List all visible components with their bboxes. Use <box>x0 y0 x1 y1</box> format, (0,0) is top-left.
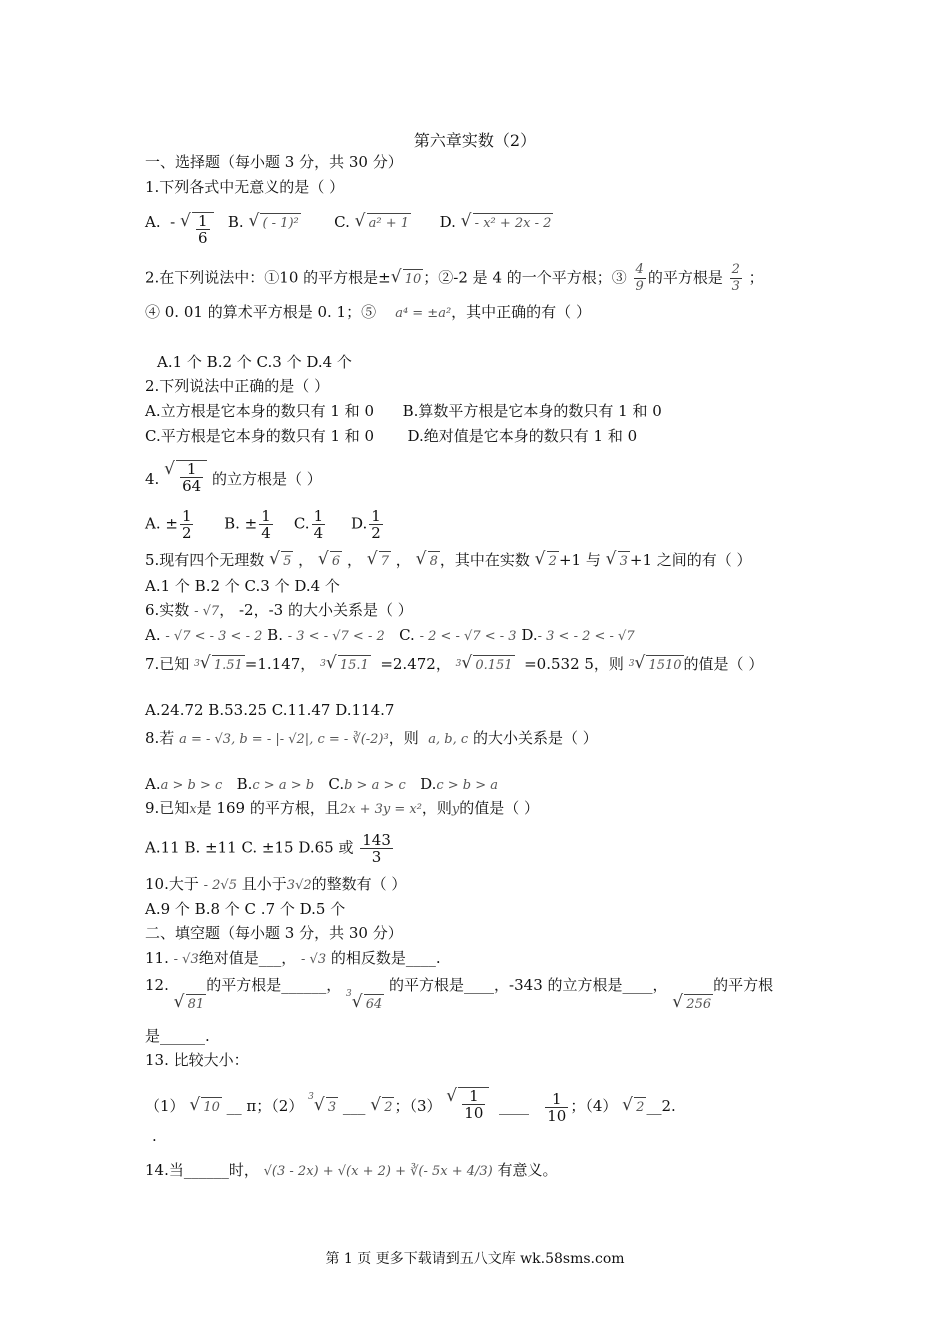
math-expr: √ 15.1 <box>326 654 371 676</box>
math-expr: √ 2 <box>622 1096 646 1118</box>
text: 的平方根是____，-343 的立方根是____， <box>389 976 668 994</box>
text: 的平方根 <box>713 976 774 994</box>
fraction: $\frac{4}{9}$ <box>635 262 644 294</box>
fraction: $\frac{1}{2}$ <box>371 507 381 542</box>
text: ；（4） <box>570 1097 618 1115</box>
math-expr: √ 8 <box>416 550 440 572</box>
text: ，则 <box>388 729 419 747</box>
question-9-options <box>145 832 395 865</box>
text: 的相反数是____. <box>330 949 441 967</box>
text: 有意义。 <box>497 1161 558 1179</box>
section-heading: 一、选择题（每小题 3 分，共 30 分） <box>145 153 403 171</box>
math-expr: √ 64 <box>352 993 385 1015</box>
math-var: y <box>451 802 460 817</box>
math-expr: - 3 < - 2 < - √7 <box>537 629 635 644</box>
math-expr: √ 1510 <box>634 654 683 676</box>
math-expr: √ 2 <box>370 1096 394 1118</box>
question-3-row1 <box>145 401 662 421</box>
page-title: 第六章实数（2） <box>413 131 537 150</box>
text: 8.若 <box>145 729 175 747</box>
math-expr: a, b, c <box>428 732 469 747</box>
text: 是 169 的平方根，且 <box>196 799 340 817</box>
question-3: 2.下列说法中正确的是（ ） <box>145 377 330 395</box>
text: 9.已知 <box>145 799 190 817</box>
option-label: D. <box>521 626 538 644</box>
option-label: A. <box>145 626 161 644</box>
section-heading-2: 二、填空题（每小题 3 分，共 30 分） <box>145 924 403 942</box>
math-expr: - 2√5 <box>203 878 237 893</box>
math-expr: a > b > c <box>160 778 223 793</box>
question-7-options: A.24.72 B.53.25 C.11.47 D.114.7 <box>145 701 395 719</box>
question-2: 2.在下列说法中：①10 的平方根是±√ 10 ；②-2 是 4 的一个平方根；③ $\frac{4}{9}$ 的平方根是 $\frac{2}{3}$ ； <box>145 262 764 295</box>
option-label: D. <box>420 775 437 793</box>
math-expr: - √3 <box>301 952 327 967</box>
question-2-options: A.1 个 B.2 个 C.3 个 D.4 个 <box>157 353 352 371</box>
option-label: A. <box>145 775 161 793</box>
text: ，其中正确的有（ ） <box>451 303 591 321</box>
math-expr: c > a > b <box>252 778 315 793</box>
math-expr: √ 1.51 <box>200 654 245 676</box>
fraction: $\frac{1}{4}$ <box>261 507 271 542</box>
text: 6.实数 <box>145 601 190 619</box>
option-label: D. <box>350 514 368 533</box>
question-6 <box>145 600 413 622</box>
option-label: B. <box>227 213 244 231</box>
question-3-row2 <box>145 426 637 446</box>
text: ；（3） <box>394 1097 442 1115</box>
math-expr: c > b > a <box>436 778 499 793</box>
text: +1 与 <box>558 551 601 569</box>
text: 2.在下列说法中：①10 的平方根是± <box>145 268 391 287</box>
text: __ π；（2） <box>226 1097 304 1115</box>
question-10-options: A.9 个 B.8 个 C .7 个 D.5 个 <box>145 900 346 918</box>
text: （1） <box>145 1097 185 1115</box>
text: 的平方根是 <box>647 268 723 287</box>
math-var: x <box>189 802 197 817</box>
text: 的值是（ ） <box>459 799 540 817</box>
text: ____ <box>498 1097 529 1115</box>
question-1: 1.下列各式中无意义的是（ ） <box>145 178 345 196</box>
math-expr: √ 6 <box>318 550 342 572</box>
question-5: 5.现有四个无理数 √ 5 ， √ 6 ， √ 7 ， √ 8 ，其中在实数 √ 2 +1 与 √ 3 +1 之间的有（ ） <box>145 550 752 572</box>
option-label: C. <box>334 213 350 231</box>
math-expr: √ 3 <box>314 1096 338 1118</box>
question-9 <box>145 798 539 820</box>
text: ；②-2 是 4 的一个平方根；③ <box>423 268 627 287</box>
text: =0.532 5，则 <box>524 655 624 673</box>
question-12-cont: 是______. <box>145 1027 210 1045</box>
text: 绝对值是___， <box>198 949 297 967</box>
option-label: C. <box>399 626 415 644</box>
option: B.算数平方根是它本身的数只有 1 和 0 <box>402 402 662 420</box>
question-11 <box>145 948 441 970</box>
math-expr: √ $\frac{1}{64}$ <box>164 460 207 500</box>
math-expr: √ 2 <box>535 550 559 572</box>
math-expr: √ a² + 1 <box>355 212 411 234</box>
math-expr: √ 10 <box>391 268 424 290</box>
math-expr: b > a > c <box>344 778 406 793</box>
question-1-options <box>145 212 553 247</box>
question-4 <box>145 460 322 500</box>
math-expr: √ 0.151 <box>461 654 514 676</box>
math-expr: √ 7 <box>367 550 391 572</box>
math-expr: √ 10 <box>189 1096 222 1118</box>
question-10 <box>145 874 406 896</box>
text: =1.147， <box>244 655 316 673</box>
question-2-cont <box>145 302 591 324</box>
text: 14.当______时， <box>145 1161 259 1179</box>
text: ④ 0. 01 的算术平方根是 0. 1；⑤ <box>145 303 377 321</box>
question-12: 12. √ 81的平方根是______， $_3$√ 64 的平方根是____，-343 的立方根是____， √ 256的平方根 <box>145 975 773 1015</box>
text: +1 之间的有（ ） <box>629 551 752 569</box>
math-expr: √ 81 <box>174 993 207 1015</box>
text: 12. <box>145 976 169 994</box>
math-expr: - 3 < - √7 < - 2 <box>287 629 385 644</box>
question-7: 7.已知 $^3$√ 1.51 =1.147， $^3$√ 15.1 =2.472， $^3$√ 0.151 =0.532 5，则 $^3$√ 1510 的值是（ ） <box>145 654 763 676</box>
text: 11. <box>145 949 169 967</box>
text: 的整数有（ ） <box>311 875 407 893</box>
fraction: $\frac{1}{4}$ <box>313 507 324 542</box>
option-label: B. <box>236 775 253 793</box>
text: 5.现有四个无理数 <box>145 551 265 569</box>
math-expr: - √ $\frac{1}{6}$ <box>165 213 213 231</box>
question-5-options: A.1 个 B.2 个 C.3 个 D.4 个 <box>145 577 340 595</box>
fraction: $\frac{1}{2}$ <box>181 507 192 542</box>
option-label: C. <box>293 514 310 533</box>
question-6-options <box>145 625 635 647</box>
question-8 <box>145 728 598 750</box>
text: 的大小关系是（ ） <box>472 729 598 747</box>
text: 的值是（ ） <box>683 655 764 673</box>
text: ，其中在实数 <box>439 551 530 569</box>
text: 4. <box>145 470 160 488</box>
math-expr: √ ( - 1)² <box>248 212 300 234</box>
text: A.11 B. ±11 C. ±15 D.65 或 <box>145 838 354 857</box>
option-label: D. <box>439 213 456 231</box>
text: 的立方根是（ ） <box>211 470 322 488</box>
text: =2.472， <box>380 655 451 673</box>
math-expr: √ - x² + 2x - 2 <box>461 212 554 234</box>
page-footer: 第 1 页 更多下载请到五八文库 wk.58sms.com <box>325 1251 625 1267</box>
math-expr: √ 256 <box>672 993 713 1015</box>
math-expr: a = - √3, b = - |- √2|, c = - ∛(-2)³ <box>179 732 389 747</box>
math-expr: 2x + 3y = x² <box>339 802 422 817</box>
question-13: 13. 比较大小： <box>145 1051 249 1069</box>
option: D.绝对值是它本身的数只有 1 和 0 <box>407 427 638 445</box>
option-label: A. <box>145 213 161 231</box>
text: __2. <box>646 1097 676 1115</box>
question-4-options <box>145 508 385 541</box>
text: 的平方根是______， <box>206 976 342 994</box>
text: ___ <box>342 1097 366 1115</box>
math-expr: √(3 - 2x) + √(x + 2) + ∛(- 5x + 4/3) <box>263 1164 493 1179</box>
text: ， -2，-3 的大小关系是（ ） <box>219 601 413 619</box>
question-8-options <box>145 774 498 796</box>
text: ，则 <box>421 799 452 817</box>
option: C.平方根是它本身的数只有 1 和 0 <box>145 427 375 445</box>
math-expr: √ 3 <box>606 550 630 572</box>
option-label: C. <box>328 775 345 793</box>
math-expr: - √7 <box>194 604 220 619</box>
math-expr: √ $\frac{1}{10}$ <box>446 1087 489 1127</box>
stray-dot: . <box>152 1127 157 1145</box>
math-expr: - 2 < - √7 < - 3 <box>419 629 517 644</box>
fraction: $\frac{1}{10}$ <box>547 1089 567 1125</box>
text: 且小于 <box>241 875 287 893</box>
math-expr: 3√2 <box>286 878 312 893</box>
question-14 <box>145 1160 558 1182</box>
option-label: B. ± <box>224 514 258 533</box>
math-expr: a⁴ = ±a² <box>395 306 452 321</box>
math-expr: - √3 <box>173 952 199 967</box>
text: 7.已知 <box>145 655 190 673</box>
math-expr: - √7 < - 3 < - 2 <box>165 629 263 644</box>
text: 10.大于 <box>145 875 199 893</box>
option-label: A. ± <box>145 514 178 533</box>
fraction: $\frac{2}{3}$ <box>731 262 740 294</box>
question-13-items: （1） √ 10 __ π；（2） $^3$√ 3 ___ √ 2 ；（3） √ $\frac{1}{10}$ ____ $\frac{1}{10}$ ；（4） √ 2 __2. <box>145 1087 676 1127</box>
fraction: $\frac{143}{3}$ <box>362 831 391 866</box>
math-expr: √ 5 <box>269 550 293 572</box>
option-label: B. <box>267 626 283 644</box>
option: A.立方根是它本身的数只有 1 和 0 <box>145 402 374 420</box>
